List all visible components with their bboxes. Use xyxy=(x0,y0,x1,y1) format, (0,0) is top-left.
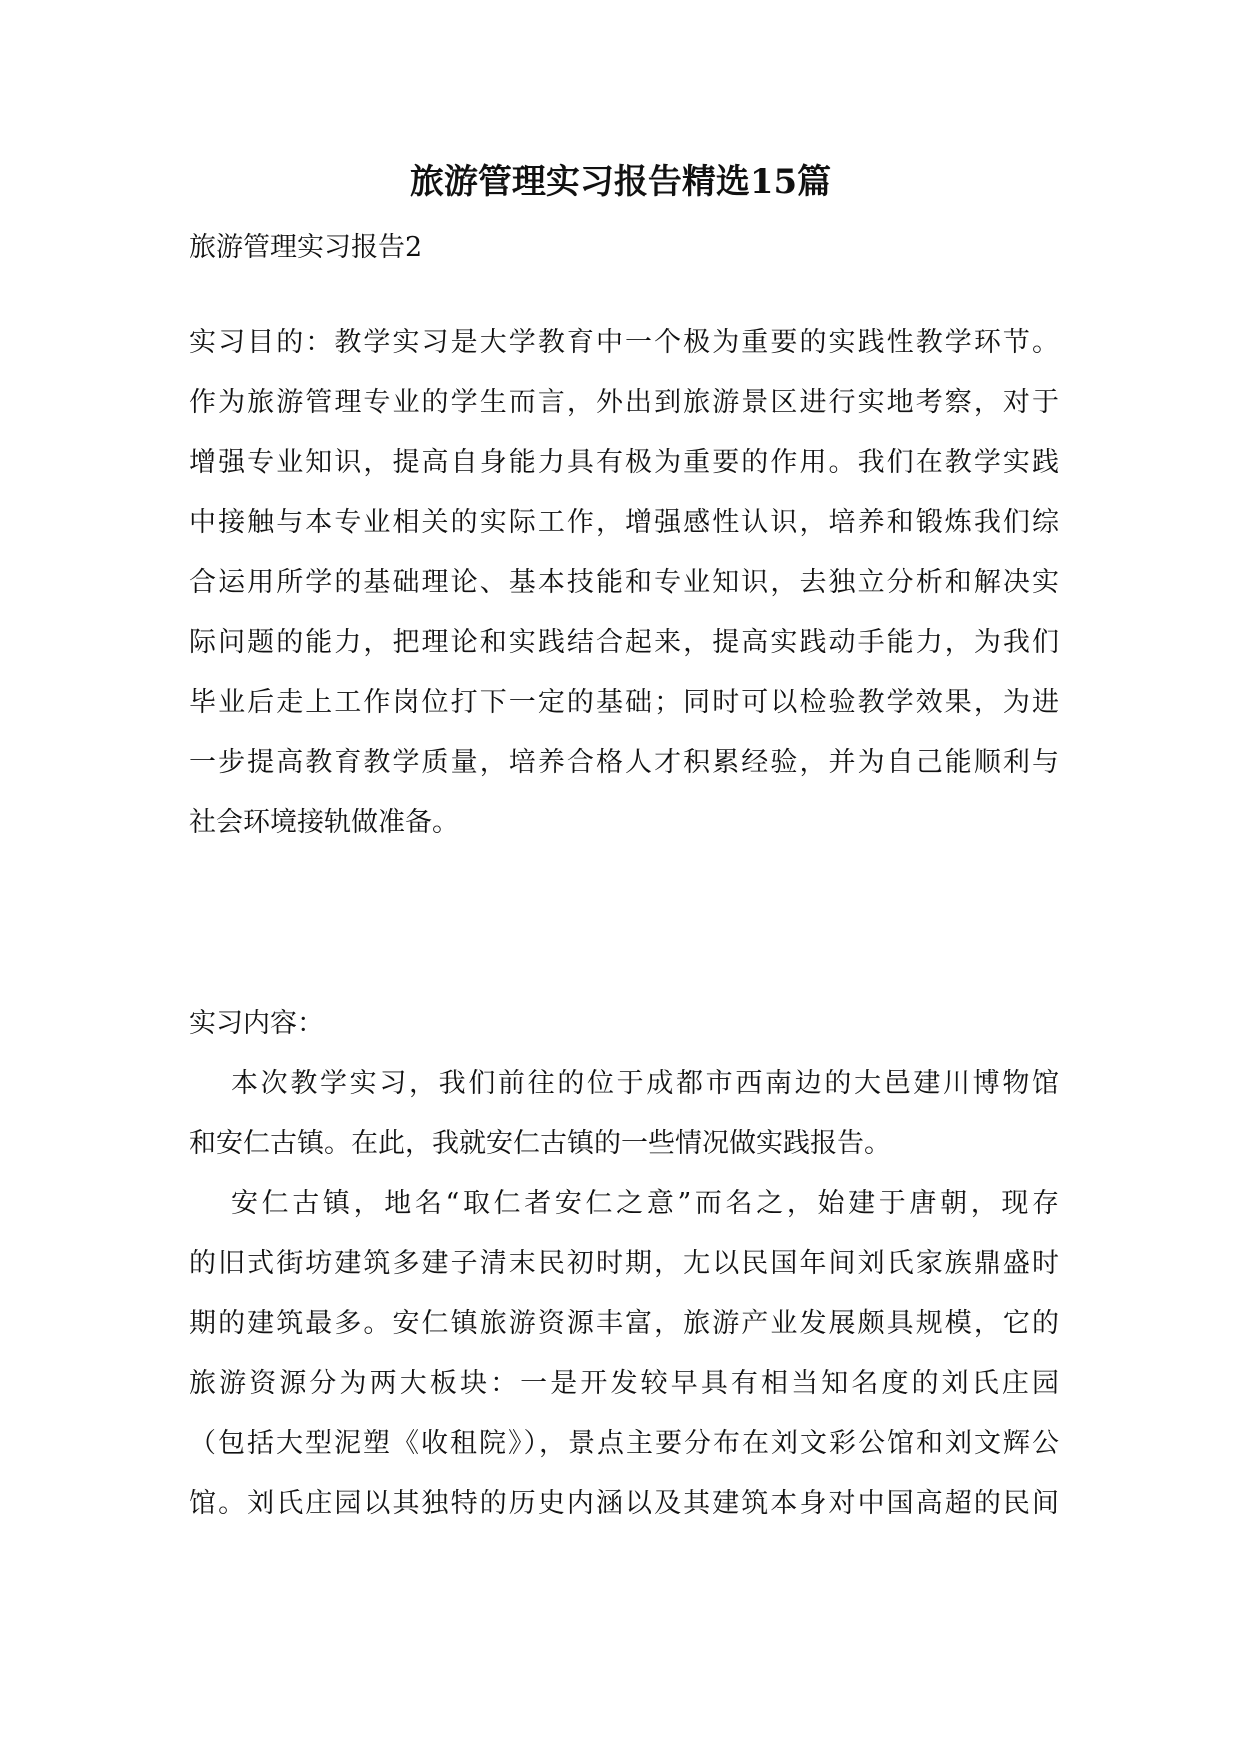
content-paragraph-1 xyxy=(189,1054,1059,1174)
purpose-paragraph xyxy=(189,313,1059,853)
text-line: 和安仁古镇。在此，我就安仁古镇的一些情况做实践报告。 xyxy=(189,1128,891,1159)
content-heading: 实习内容： xyxy=(189,1008,324,1039)
text-line: 际问题的能力，把理论和实践结合起来，提高实践动手能力，为我们 xyxy=(189,627,1059,658)
text-line: 中接触与本专业相关的实际工作，增强感性认识，培养和锻炼我们综 xyxy=(189,507,1059,538)
document-title: 旅游管理实习报告精选15篇 xyxy=(409,162,832,202)
text-line: （包括大型泥塑《收租院》），景点主要分布在刘文彩公馆和刘文辉公 xyxy=(189,1428,1059,1459)
text-line: 的旧式街坊建筑多建子清末民初时期，尢以民国年间刘氏家族鼎盛时 xyxy=(189,1248,1059,1279)
text-line: 本次教学实习，我们前往的位于成都市西南边的大邑建川博物馆 xyxy=(231,1068,1059,1099)
text-line: 实习目的：教学实习是大学教育中一个极为重要的实践性教学环节。 xyxy=(189,327,1059,358)
text-line: 安仁古镇，地名“取仁者安仁之意”而名之，始建于唐朝，现存 xyxy=(231,1188,1059,1219)
text-line: 一步提高教育教学质量，培养合格人才积累经验，并为自己能顺利与 xyxy=(189,747,1059,778)
text-line: 合运用所学的基础理论、基本技能和专业知识，去独立分析和解决实 xyxy=(189,567,1059,598)
text-line: 社会环境接轨做准备。 xyxy=(189,807,459,838)
text-line: 毕业后走上工作岗位打下一定的基础；同时可以检验教学效果，为进 xyxy=(189,687,1059,718)
content-heading-block xyxy=(189,994,1059,1054)
text-line: 馆。刘氏庄园以其独特的历史内涵以及其建筑本身对中国高超的民间 xyxy=(189,1488,1059,1519)
text-line: 作为旅游管理专业的学生而言，外出到旅游景区进行实地考察，对于 xyxy=(189,387,1059,418)
text-line: 期的建筑最多。安仁镇旅游资源丰富，旅游产业发展颇具规模，它的 xyxy=(189,1308,1059,1339)
document-subtitle: 旅游管理实习报告2 xyxy=(189,232,423,263)
text-line: 增强专业知识，提高自身能力具有极为重要的作用。我们在教学实践 xyxy=(189,447,1059,478)
text-line: 旅游资源分为两大板块：一是开发较早具有相当知名度的刘氏庄园 xyxy=(189,1368,1059,1399)
content-paragraph-2 xyxy=(189,1174,1059,1534)
